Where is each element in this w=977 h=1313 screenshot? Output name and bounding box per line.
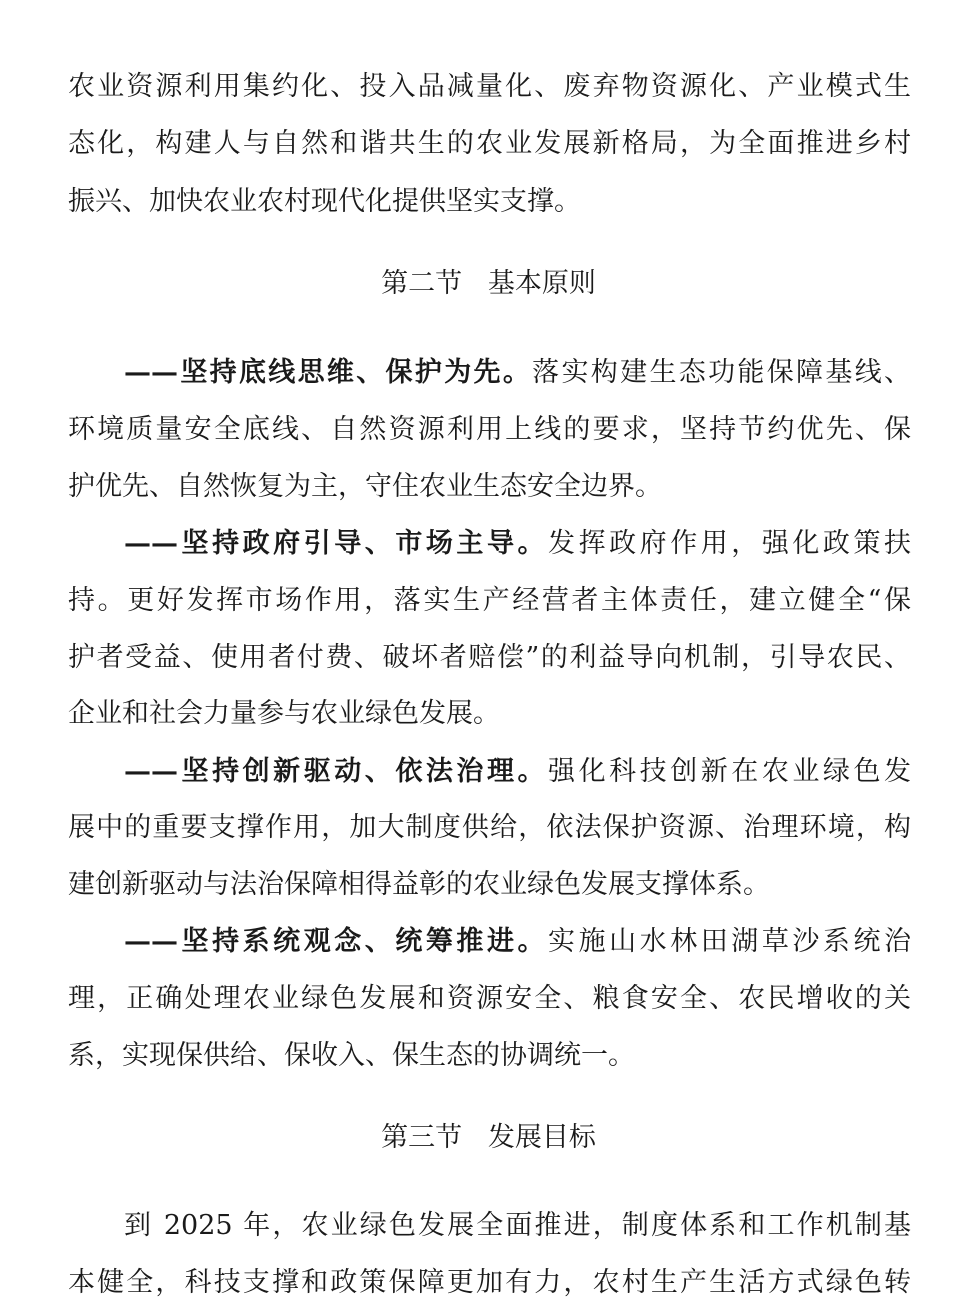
intro-line-1: 农业资源利用集约化、投入品减量化、废弃物资源化、产业模式生	[68, 71, 911, 102]
principle-3-line-2: 展中的重要支撑作用，加大制度供给，依法保护资源、治理环境，构	[68, 812, 911, 843]
principle-1-line-1	[124, 353, 911, 393]
principle-2-line-1-rest: 发挥政府作用，强化政策扶	[548, 528, 912, 559]
principle-1-line-3: 护优先、自然恢复为主，守住农业生态安全边界。	[68, 471, 662, 502]
principle-2-line-1	[124, 524, 911, 564]
section-heading-basic-principles: 第二节 基本原则	[381, 268, 596, 299]
principle-1-line-1-rest: 落实构建生态功能保障基线、	[532, 357, 912, 388]
principle-2-lead: ——坚持政府引导、市场主导。	[124, 528, 549, 559]
goals-line-1: 到 2025 年，农业绿色发展全面推进，制度体系和工作机制基	[124, 1210, 911, 1241]
principle-4-line-1	[124, 922, 911, 962]
principle-4-lead: ——坚持系统观念、统筹推进。	[124, 926, 549, 957]
intro-line-3: 振兴、加快农业农村现代化提供坚实支撑。	[68, 186, 581, 217]
principle-2-line-4: 企业和社会力量参与农业绿色发展。	[68, 698, 500, 729]
principle-3-line-3: 建创新驱动与法治保障相得益彰的农业绿色发展支撑体系。	[68, 869, 770, 900]
principle-3-lead: ——坚持创新驱动、依法治理。	[124, 756, 549, 787]
principle-4-line-2: 理，正确处理农业绿色发展和资源安全、粮食安全、农民增收的关	[68, 983, 911, 1014]
principle-3-line-1-rest: 强化科技创新在农业绿色发	[548, 756, 912, 787]
goals-line-2: 本健全，科技支撑和政策保障更加有力，农村生产生活方式绿色转	[68, 1267, 911, 1298]
principle-3-line-1	[124, 752, 911, 792]
principle-2-line-2: 持。更好发挥市场作用，落实生产经营者主体责任，建立健全“保	[68, 585, 911, 616]
principle-1-line-2: 环境质量安全底线、自然资源利用上线的要求，坚持节约优先、保	[68, 414, 911, 445]
principle-1-lead: ——坚持底线思维、保护为先。	[124, 357, 533, 388]
principle-4-line-3: 系，实现保供给、保收入、保生态的协调统一。	[68, 1040, 635, 1071]
section-heading-development-goals: 第三节 发展目标	[381, 1122, 596, 1153]
intro-line-2: 态化，构建人与自然和谐共生的农业发展新格局，为全面推进乡村	[68, 128, 911, 159]
principle-2-line-3: 护者受益、使用者付费、破坏者赔偿”的利益导向机制，引导农民、	[68, 642, 911, 673]
principle-4-line-1-rest: 实施山水林田湖草沙系统治	[548, 926, 912, 957]
